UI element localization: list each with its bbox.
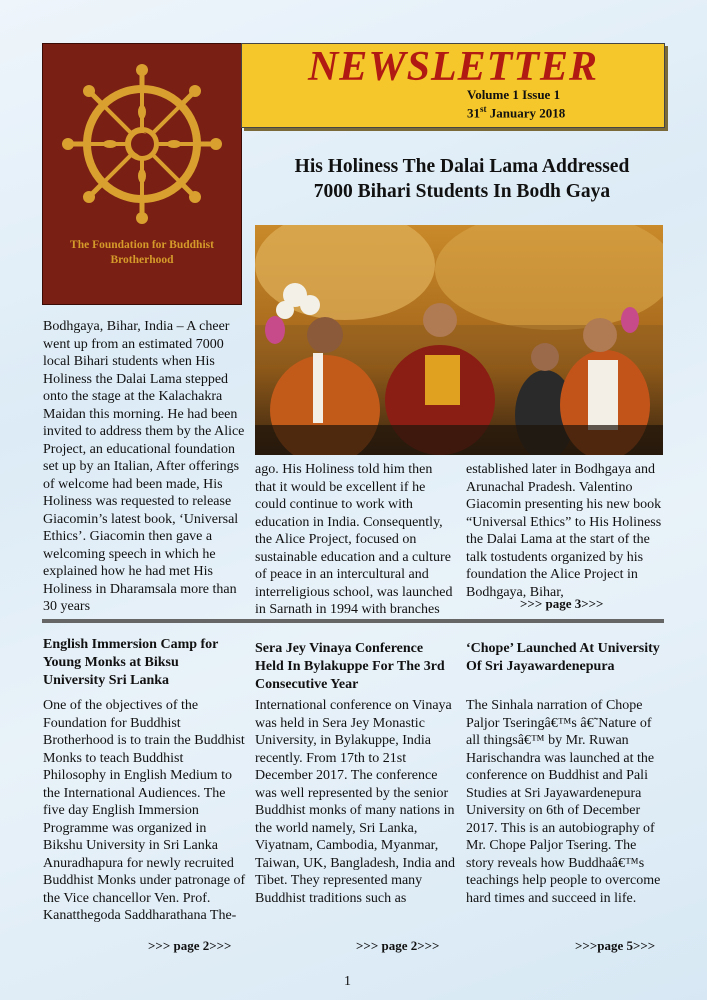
lead-photo	[255, 225, 663, 455]
article-1-title: English Immersion Camp for Young Monks at Biksu University Sri Lanka	[43, 637, 219, 688]
date-rest: January 2018	[486, 105, 566, 121]
headline-line-1: His Holiness The Dalai Lama Addressed	[294, 156, 630, 177]
logo-box	[42, 43, 242, 305]
article-2-title: Sera Jey Vinaya Conference Held In Bylakuppe For The 3rd Consecutive Year	[255, 641, 445, 692]
date-suffix: st	[480, 104, 487, 114]
section-divider	[42, 619, 664, 623]
issue-date	[467, 104, 565, 121]
date-day: 31	[467, 105, 480, 121]
article-3-continue-link[interactable]: >>>page 5>>>	[575, 938, 656, 953]
lead-article-column-1: Bodhgaya, Bihar, India – A cheer went up from an estimated 7000 local Bihari students when His Holiness the Dalai Lama stepped onto the stage at the Kalachakra Maidan this morning. He had been invited to address them by the Alice Project, an educational foundation set up by an Italian, After offerings of welcome had been made, His Holiness was requested to release Giacomin’s latest book, ‘Universal Ethics’. Giacomin then gave a welcoming speech in which he explained how he had met His Holiness in Dharamsala more than 30 years	[43, 319, 245, 614]
page-number: 1	[344, 974, 351, 989]
lead-article-column-2: ago. His Holiness told him then that it would be excellent if he could continue to work with education in India. Consequently, the Alice Project, focused on sustainable education and a culture of peace in an intercultural and interreligious school, was launched in Sarnath in 1994 with branches	[255, 462, 453, 617]
lead-continue-link[interactable]: >>> page 3>>>	[520, 596, 604, 611]
article-3-body: The Sinhala narration of Chope Paljor Tseringâ€™s â€˜Nature of all thingsâ€™ by Mr. Ruwan Harischandra was launched at the conference on Buddhist and Pali Studies at Sri Jayawardenepura University on 6th of December 2017. This is an autobiography of Mr. Chope Paljor Tsering. The story reveals how Buddhaâ€™s teachings help people to overcome hard times and succeed in life.	[466, 698, 661, 906]
foundation-name: The Foundation for Buddhist Brotherhood	[70, 239, 214, 266]
dharma-wheel-icon	[60, 62, 224, 226]
article-3-title: ‘Chope’ Launched At University Of Sri Jayawardenepura	[466, 641, 660, 674]
issue-volume: Volume 1 Issue 1	[467, 87, 561, 102]
article-1-body: One of the objectives of the Foundation for Buddhist Brotherhood is to train the Buddhist Monks to teach Buddhist Philosophy in English Medium to the International Audiences. The five day English Immersion Programme was organized in Bikshu University in Sri Lanka Anuradhapura for newly recruited Buddhist Monks under patronage of the Vice chancellor Ven. Prof. Kanatthegoda Saddharathana The-	[43, 698, 246, 923]
headline-line-2: 7000 Bihari Students In Bodh Gaya	[313, 181, 611, 202]
article-2-body: International conference on Vinaya was held in Sera Jey Monastic University, in Bylakuppe, India recently. From 17th to 21st December 2017. The conference was well represented by the senior Buddhist monks of many nations in the world namely, Sri Lanka, Viyatnam, Cambodia, Myanmar, Taiwan, UK, Bangladesh, India and Tibet. They represented many Buddhist traditions such as	[255, 698, 456, 906]
article-1-continue-link[interactable]: >>> page 2>>>	[148, 938, 232, 953]
article-2-continue-link[interactable]: >>> page 2>>>	[356, 938, 440, 953]
lead-article-column-3: established later in Bodhgaya and Arunachal Pradesh. Valentino Giacomin presenting his new book “Universal Ethics” to His Holiness the Dalai Lama at the start of the talk tostudents organized by his foundation the Alice Project in Bodhgaya, Bihar,	[466, 462, 662, 600]
lead-headline	[262, 154, 662, 204]
newsletter-banner	[241, 43, 665, 128]
newsletter-title: NEWSLETTER	[307, 44, 599, 90]
